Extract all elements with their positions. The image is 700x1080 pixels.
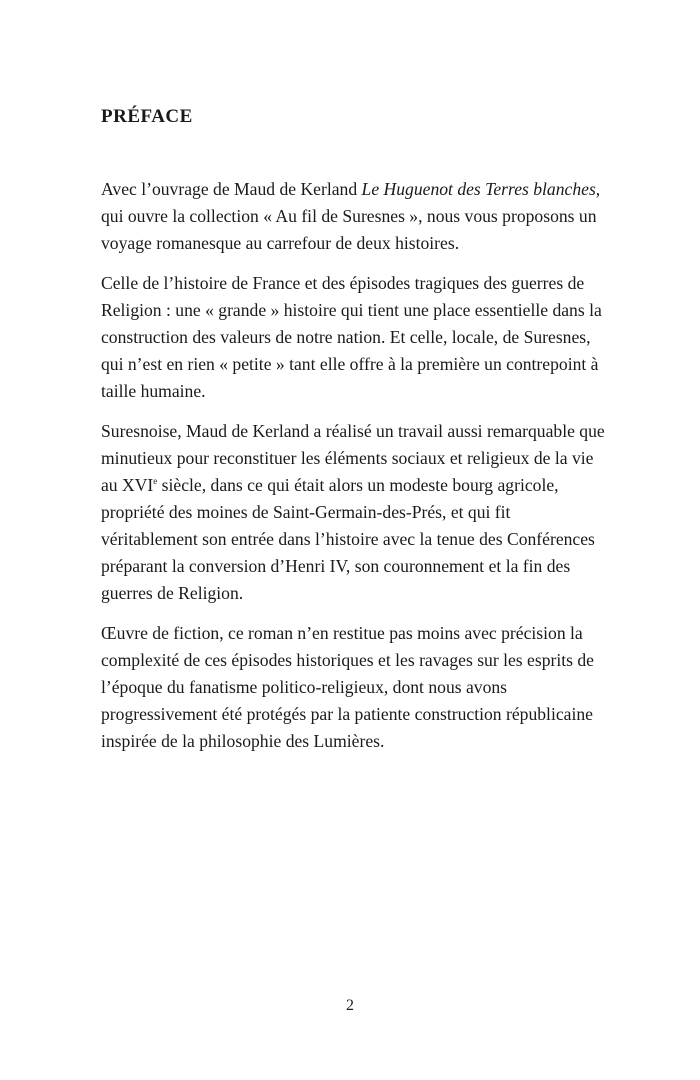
paragraph-1-text-a: Avec l’ouvrage de Maud de Kerland bbox=[101, 179, 362, 199]
paragraph-1-text-b: , qui ouvre la collection « Au fil de Suresnes », nous vous proposons un voyage romanesque au carrefour de deux histoires. bbox=[101, 179, 601, 253]
paragraph-2 bbox=[101, 270, 606, 405]
paragraph-1 bbox=[101, 176, 606, 257]
paragraph-2-text: Celle de l’histoire de France et des épisodes tragiques des guerres de Religion : une « grande » histoire qui tient une place essentielle dans la construction des valeurs de notre nation. Et celle, locale, de Suresnes, qui n’est en rien « petite » tant elle offre à la première un contrepoint à taille humaine. bbox=[101, 273, 602, 401]
century-superscript: e bbox=[153, 476, 158, 487]
paragraph-4-text: Œuvre de fiction, ce roman n’en restitue pas moins avec précision la complexité de ces épisodes historiques et les ravages sur les esprits de l’époque du fanatisme politico-religieux, dont nous avons progressivement été protégés par la patiente construction républicaine inspirée de la philosophie des Lumières. bbox=[101, 623, 594, 751]
paragraph-4 bbox=[101, 620, 606, 755]
paragraph-3-text-a: Suresnoise, Maud de Kerland a réalisé un travail aussi remarquable que minutieux pour reconstituer les éléments sociaux et religieux de la vie au XVI bbox=[101, 421, 605, 495]
book-title: Le Huguenot des Terres blanches bbox=[361, 179, 596, 199]
preface-body bbox=[101, 176, 606, 768]
paragraph-3-text-b: siècle, dans ce qui était alors un modeste bourg agricole, propriété des moines de Saint-Germain-des-Prés, et qui fit véritablement son entrée dans l’histoire avec la tenue des Conférences préparant la conversion d’Henri IV, son couronnement et la fin des guerres de Religion. bbox=[101, 475, 595, 603]
paragraph-3 bbox=[101, 418, 606, 607]
page-title: PRÉFACE bbox=[101, 106, 193, 127]
page-number: 2 bbox=[346, 997, 354, 1014]
